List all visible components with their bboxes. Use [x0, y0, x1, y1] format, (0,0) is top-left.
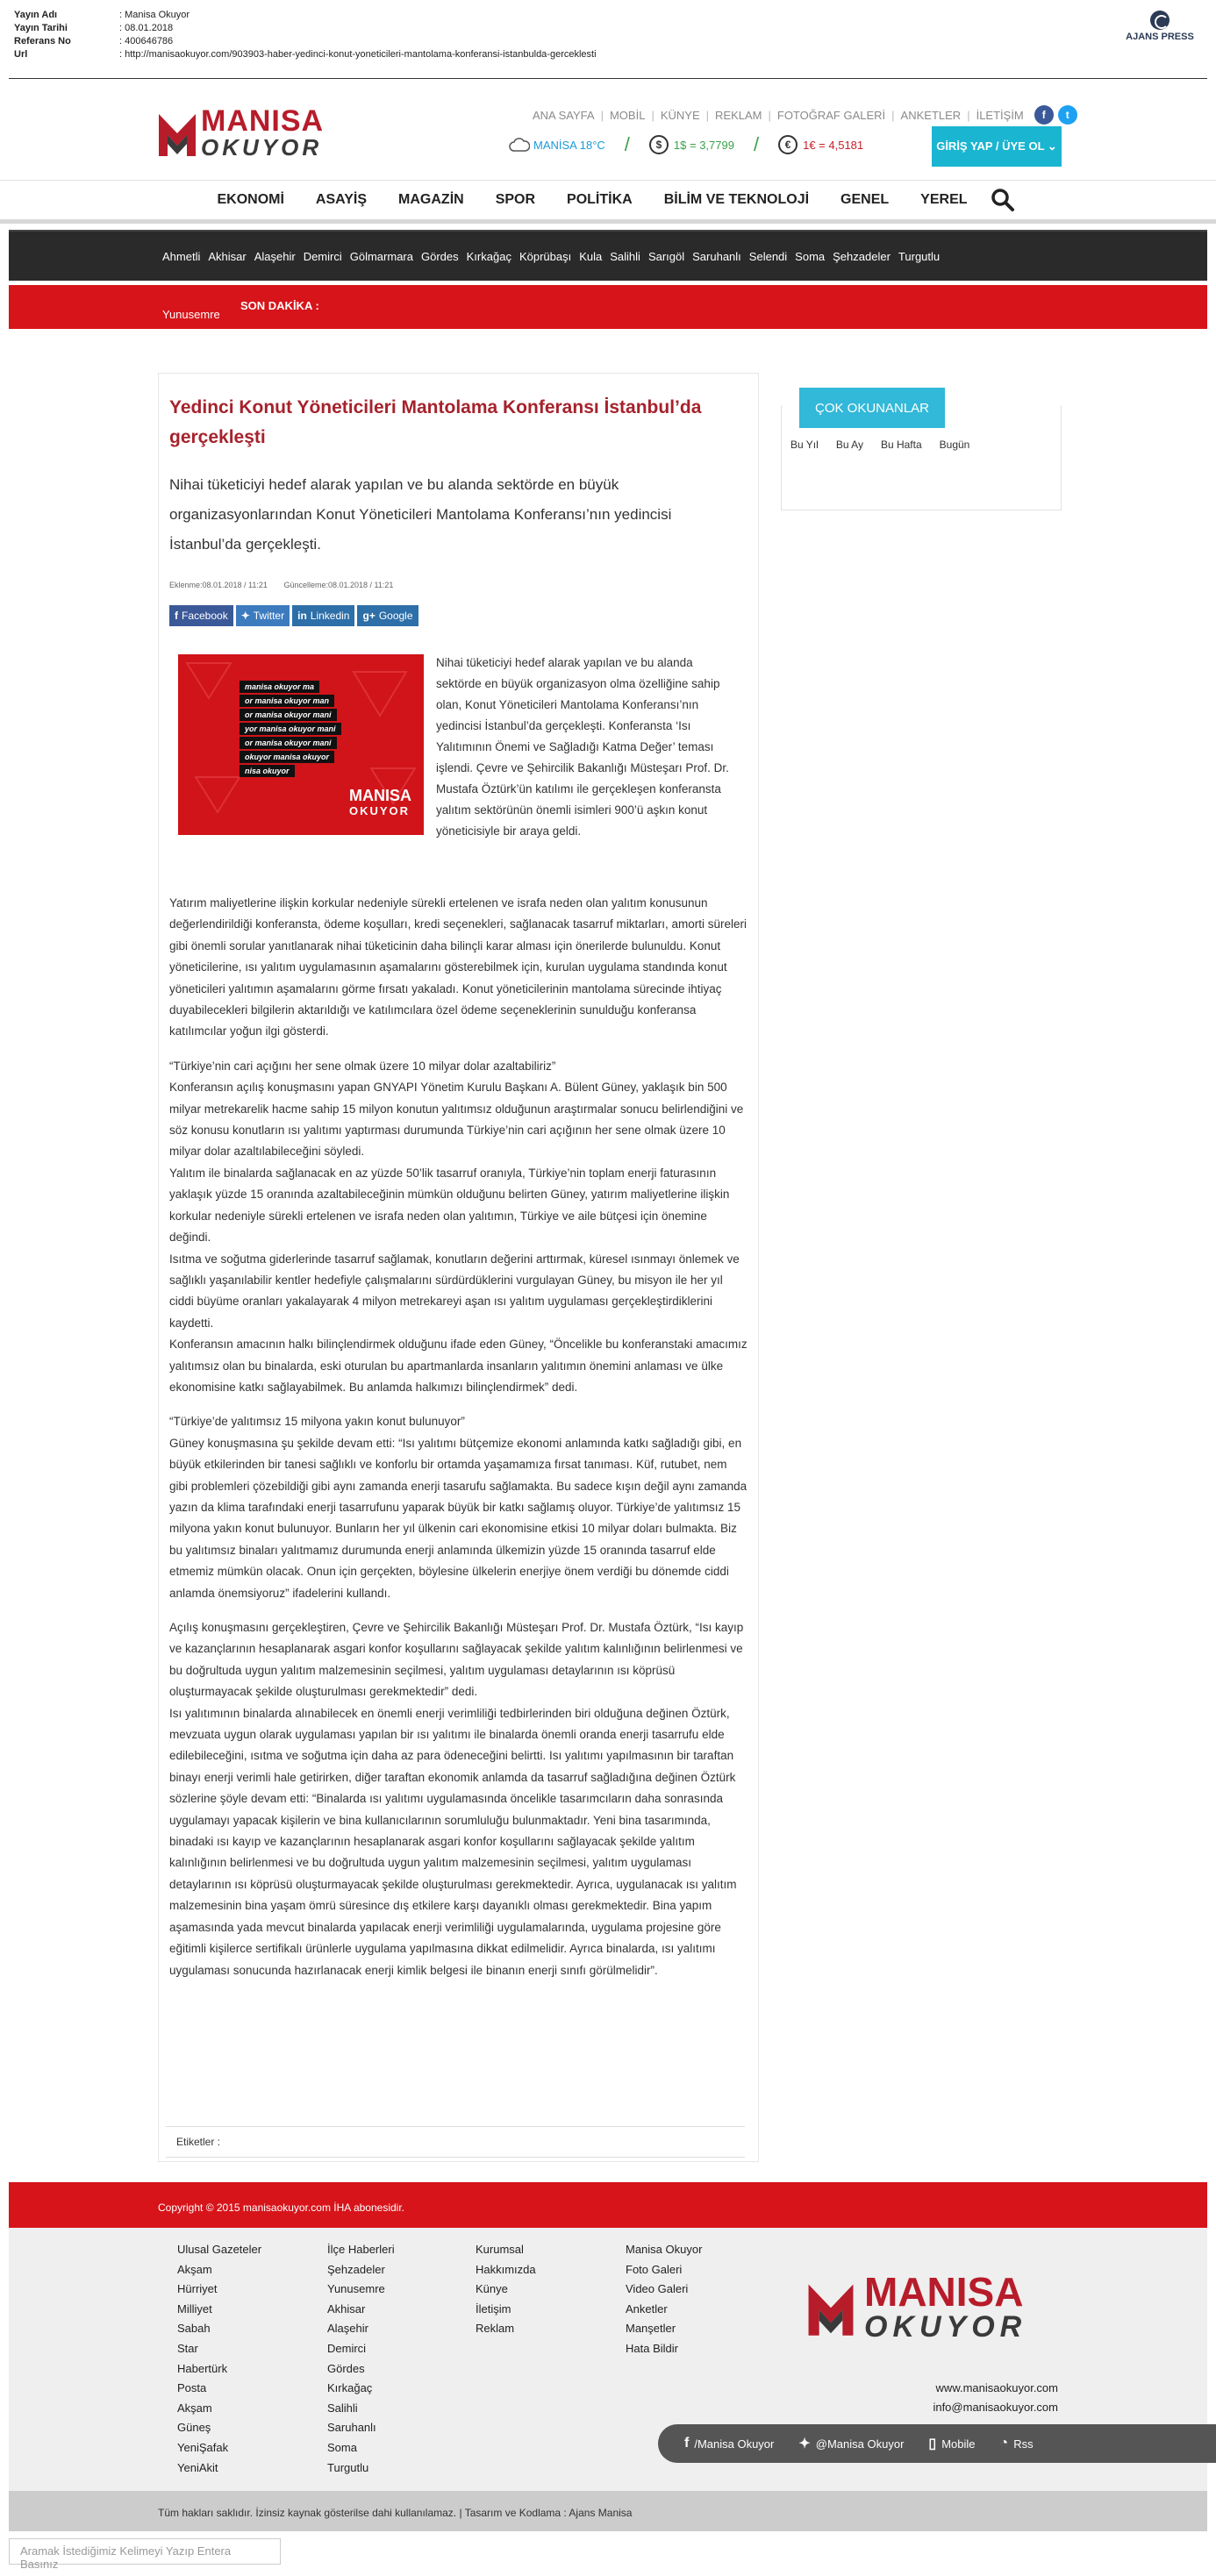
logo-m-icon — [803, 2272, 859, 2342]
separator: | — [967, 108, 970, 122]
image-text-line: or manisa okuyor man — [240, 695, 334, 707]
top-links — [526, 105, 1077, 125]
share-google-button[interactable] — [357, 605, 418, 626]
most-read-widget — [781, 400, 1062, 510]
image-text-lines — [240, 681, 341, 779]
ajans-press-text: AJANS PRESS — [1126, 32, 1194, 42]
search-input[interactable]: Aramak İstediğimiz Kelimeyi Yazıp Entera Basınız — [9, 2538, 281, 2565]
district-link[interactable]: Alaşehir — [254, 249, 296, 263]
article-paragraph: “Türkiye’de yalıtımsız 15 milyona yakın konut bulunuyor” Güney konuşmasına şu şekilde devam etti: “Isı yalıtımı bütçemize ekonomi anlamında katkı sağladığı gibi, en büyük etkilerinden bir tanesi sağlıklı ve konforlu bir ortamda yaşamamıza fırsat tanıması. Küf, rutubet, nem gibi problemleri çözebildiği gibi aynı zamanda enerji tasarufu sağlamakta. Bu sadece kışın değil aynı zamanda yazın da klima tarafındaki enerji tasarrufunu yaparak büyük bir katkı sağlamış oluyor. Türkiye’de yalıtımsız 15 milyona yakın konut bulunuyor. Bunların her yıl ülkenin cari ekonomisine etkisi 10 milyar doları bulmakta. Biz bu yalıtımsız binaları yalıtmamız durumunda enerji anlamında ülkemizin yüzde 15 oranında tasarruf elde etmemiz mümkün olacak. Onun için gerçekten, böylesine ülkelerin enerjiye önem verdiği bu dönemde ciddi anlamda önemsiyoruz” ifadelerini kullandı. — [169, 1415, 747, 1600]
footer-link[interactable]: Salihli — [327, 2401, 358, 2415]
most-read-tabs — [790, 439, 987, 451]
social-label: /Manisa Okuyor — [694, 2437, 775, 2451]
footer-link[interactable]: Habertürk — [177, 2361, 228, 2375]
footer-link[interactable]: Künye — [476, 2282, 508, 2296]
breaking-news-label: SON DAKİKA : — [240, 299, 319, 312]
footer-link[interactable]: Foto Galeri — [626, 2262, 683, 2276]
eur-text: 1€ = 4,5181 — [803, 138, 864, 152]
article-paragraph: “Türkiye’nin cari açığını her sene olmak üzere 10 milyar dolar azaltabiliriz” Konferansın açılış konuşmasını yapan GNYAPI Yönetim Kurulu Başkanı A. Bülent Güney, yaklaşık bin 500 milyar metrekarelik hacme sahip 15 milyon konutun yalıtımsız olduğunun araştırmalar sonucu belirlendiğini ve söz konusu konutların ısı yalıtımı yaptırması durumunda Türkiye’nin cari açığının her sene olmak üzere 10 milyar dolar azaltılabileceğini söyledi. Yalıtım ile binalarda sağlanacak en az yüzde 50’lik tasarruf oranıyla, Türkiye’nin toplam enerji faturasının yaklaşık yüzde 15 oranında azaltabileceğinin mümkün olduğunu belirten Güney, yatırım maliyetlerine ilişkin korkular nedeniyle sürekli ertelenen ve israfa neden olan yalıtımın, Türkiye ve aile bütçesi için önemine değindi. Isıtma ve soğutma giderlerinde tasarruf sağlamak, konutların değerini arttırmak, küresel ısınmayı önlemek ve sağlıklı yaşanılabilir kentler hedefiyle çalışmalarını sürdürdüklerini vurgulayan Güney, bu misyon ile her yıl ciddi büyüme oranları yakalayarak 4 milyon metrekareyi aşan ısı yalıtım uygulaması gerçekleştirdiklerini kaydetti. Konferansın amacının halkı bilinçlendirmek olduğunu ifade eden Güney, “Öncelikle bu konferanstaki amacımız yalıtımsız olan bu binalarda, eski oturulan bu apartmanlarda insanların yalıtımın önemini anlaması ve ülke ekonomisine katkı sağlayabilmek. Bu anlamda halkımızı bilinçlendirmek” dedi. — [169, 1059, 747, 1394]
toplink-mobile[interactable]: MOBİL — [609, 108, 646, 122]
footer-link[interactable]: Ulusal Gazeteler — [177, 2243, 262, 2256]
logo-line1: MANISA — [201, 104, 325, 138]
share-label: Facebook — [182, 610, 228, 622]
district-link[interactable]: Kırkağaç — [466, 249, 511, 263]
footer-copyright-bar: Copyright © 2015 manisaokuyor.com İHA abonesidir. — [9, 2182, 1207, 2228]
footer-link[interactable]: Demirci — [327, 2341, 367, 2355]
dollar-icon: $ — [649, 135, 669, 154]
image-text-line: yor manisa okuyor mani — [240, 723, 341, 735]
footer-link[interactable]: Sabah — [177, 2322, 211, 2336]
footer-link[interactable]: Posta — [177, 2381, 207, 2395]
social-label: Rss — [1013, 2437, 1034, 2451]
meta-key: Referans No — [14, 36, 71, 46]
district-link[interactable]: Gördes — [421, 249, 459, 263]
share-label: Google — [378, 610, 413, 622]
district-link[interactable]: Akhisar — [208, 249, 247, 263]
article-title: Yedinci Konut Yöneticileri Mantolama Konferansı İstanbul’da gerçekleşti — [169, 397, 702, 447]
toplink-photo-gallery[interactable]: FOTOĞRAF GALERİ — [776, 108, 886, 122]
footer-logo-wordmark — [864, 2269, 1027, 2344]
meta-key: Yayın Adı — [14, 10, 58, 20]
meta-key: Url — [14, 49, 28, 60]
footer-col-districts — [327, 2240, 395, 2478]
login-register-button[interactable]: GİRİŞ YAP / ÜYE OL ⌄ — [932, 126, 1062, 167]
footer-link[interactable]: Milliyet — [177, 2301, 212, 2316]
district-link[interactable]: Demirci — [303, 249, 342, 263]
footer-legal: Tüm hakları saklıdır. İzinsiz kaynak gösterilse dahi kullanılamaz. | Tasarım ve Kodlama : Ajans Manisa — [9, 2491, 1207, 2531]
usd-text: 1$ = 3,7799 — [673, 138, 734, 152]
share-buttons — [169, 605, 421, 626]
separator: | — [651, 108, 654, 122]
social-label: Mobile — [941, 2437, 976, 2451]
nav-economy[interactable]: EKONOMİ — [217, 192, 284, 207]
footer-link[interactable]: YeniŞafak — [177, 2440, 229, 2454]
meta-value: : http://manisaokuyor.com/903903-haber-yedinci-konut-yoneticileri-mantolama-konferansi-istanbulda-gerceklesti — [119, 49, 597, 60]
meta-row — [14, 48, 597, 61]
most-read-title[interactable]: ÇOK OKUNANLAR — [799, 388, 945, 428]
main-nav — [0, 180, 1216, 224]
search-icon[interactable] — [991, 188, 1015, 212]
site-url[interactable]: www.manisaokuyor.com — [935, 2381, 1058, 2394]
article-paragraph: Açılış konuşmasını gerçekleştiren, Çevre ve Şehircilik Bakanlığı Müsteşarı Prof. Dr. Mustafa Öztürk, “Isı kayıp ve kazançlarının hesaplanarak asgari konfor koşullarını sağlayacak şekilde yalıtım kalınlığının belirlenmesi ve bu doğrultuda uygun yalıtım malzemesinin seçilmesi, yalıtım uygulaması detaylarının ısı köprüsü oluşturmayacak şekilde oluşturulması gerekmektedir” dedi. Isı yalıtımının binalarda alınabilecek en önemli enerji verimliliği tedbirlerinden biri olduğuna değinen Öztürk, mevzuata uygun olarak uygulaması yapılan bir ısı yalıtımı ile binalarda önemli oranda enerji tasarrufu elde edilebileceğini, ısıtma ve soğutma için daha az para ödeneceğini belirtti. Isı yalıtımı yapılmasının bir taraftan binayı enerji verimli hale getirirken, diğer taraftan ekonomik anlamda da tasarruf sağladığına değinen Öztürk sözlerine şöyle devam etti: “Binalarda ısı yalıtımı uygulamasında öncelikle tasarımcıların daha sonrasında uygulamayı yapacak kişilerin ve bina kullanıcılarının sorumluluğu bulunmaktadır. Yeni bina tasarımında, binadaki ısı kayıp ve kazançlarının hesaplanarak asgari konfor koşullarını sağlayacak şekilde yalıtım kalınlığının belirlenmesi ve bu doğrultuda uygun yalıtım malzemesinin seçilmesi, yalıtım uygulaması detaylarının ısı köprüsü oluşturmayacak şekilde oluşturulması gerekmektedir. Ayrıca, uygulanacak ısı yalıtım malzemesinin bina yaşam ömrü süresince dış etkilere karşı dayanıklı olması gerekmektedir. Bina yapım aşamasında yada mevcut binalarda yapılacak enerji verimliliği uygulamalarında, uygulama projesine göre eğitimli kişilerce sertifikalı ürünlerle uygulama yapılmasına dikkat edilmelidir. Ayrıca binalarda, ısı yalıtımı uygulaması sonucunda hazırlanacak enerji kimlik belgesi ile binanın enerji sınıfı görülmelidir”. — [169, 1621, 744, 1977]
article-image — [178, 654, 424, 835]
share-facebook-button[interactable] — [169, 605, 233, 626]
linkedin-icon: in — [297, 610, 307, 622]
separator: / — [624, 133, 630, 155]
weather-text: MANİSA 18°C — [533, 138, 605, 152]
image-logo-line1: MANISA — [349, 787, 411, 804]
footer-link[interactable]: Alaşehir — [327, 2322, 368, 2336]
share-label: Linkedin — [310, 610, 350, 622]
nav-magazine[interactable]: MAGAZİN — [398, 192, 464, 207]
footer-link[interactable]: Hakkımızda — [476, 2262, 536, 2276]
footer-link[interactable]: Akşam — [177, 2262, 212, 2276]
info-bar — [509, 132, 883, 158]
meta-value: : Manisa Okuyor — [119, 10, 190, 20]
footer-link[interactable]: Hürriyet — [177, 2282, 218, 2296]
footer-link[interactable]: Reklam — [476, 2322, 515, 2336]
footer-link[interactable]: Yunusemre — [327, 2282, 385, 2296]
ajans-press-logo — [1116, 11, 1204, 42]
footer-logo-line1: MANISA — [864, 2269, 1024, 2315]
tab-this-week[interactable]: Bu Hafta — [880, 439, 922, 451]
district-link[interactable]: Saruhanlı — [692, 249, 741, 263]
image-logo-line2: OKUYOR — [349, 804, 411, 817]
meta-row — [14, 22, 597, 35]
district-nav — [9, 230, 1207, 281]
logo-line2: OKUYOR — [201, 134, 323, 161]
separator: / — [753, 133, 760, 155]
image-text-line: okuyor manisa okuyor — [240, 751, 334, 763]
divider — [9, 78, 1207, 79]
weather-widget — [509, 138, 605, 152]
footer — [9, 2228, 1207, 2491]
footer-twitter-link[interactable] — [798, 2435, 904, 2452]
toplink-polls[interactable]: ANKETLER — [900, 108, 962, 122]
footer-link[interactable]: Kırkağaç — [327, 2381, 373, 2395]
footer-link[interactable]: Manisa Okuyor — [626, 2243, 703, 2256]
twitter-icon: ✦ — [240, 610, 250, 622]
image-text-line: or manisa okuyor mani — [240, 709, 337, 721]
article-lead: Nihai tüketiciyi hedef alarak yapılan ve bu alanda sektörde en büyük organizasyonlarından Konut Yöneticileri Mantolama Konferansı’nın yedincisi İstanbul’da gerçekleşti. — [169, 476, 672, 553]
footer-link[interactable]: Akşam — [177, 2401, 212, 2415]
footer-col-site — [626, 2240, 702, 2359]
district-link[interactable]: Kula — [579, 249, 603, 263]
footer-link[interactable]: Hata Bildir — [626, 2341, 678, 2355]
nav-local[interactable]: YEREL — [920, 192, 968, 207]
district-link[interactable]: Şehzadeler — [833, 249, 891, 263]
eur-rate — [778, 135, 863, 154]
footer-link[interactable]: Saruhanlı — [327, 2421, 376, 2435]
article-body — [169, 893, 748, 1994]
footer-link[interactable]: YeniAkit — [177, 2460, 218, 2474]
district-link[interactable]: Soma — [795, 249, 826, 263]
footer-col-corporate — [476, 2240, 536, 2339]
article-intro-paragraph: Nihai tüketiciyi hedef alarak yapılan ve bu alanda sektörde en büyük organizasyon olma özelliğine sahip olan, Konut Yöneticileri Mantolama Konferansı’nın yedincisi İstanbul’da gerçekleşti. Konferansta ‘Isı Yalıtımının Önemi ve Sağladığı Katma Değer’ teması işlendi. Çevre ve Şehircilik Bakanlığı Müsteşarı Prof. Dr. Mustafa Öztürk’ün katılımı ile gerçekleşen konferansta yalıtım sektörünün önemli isimleri 900’ü aşkın konut yöneticisiyle bir araya geldi. — [436, 656, 729, 838]
footer-link[interactable]: Turgutlu — [327, 2460, 369, 2474]
footer-contact — [933, 2379, 1058, 2417]
footer-rss-link[interactable] — [1000, 2436, 1034, 2451]
mobile-phone-icon: ▯ — [928, 2437, 937, 2451]
meta-row — [14, 35, 597, 48]
clipping-meta — [14, 9, 597, 61]
toplink-reklam[interactable]: REKLAM — [715, 108, 762, 122]
footer-link[interactable]: İlçe Haberleri — [327, 2243, 395, 2256]
footer-link[interactable]: Video Galeri — [626, 2282, 689, 2296]
footer-link[interactable]: Anketler — [626, 2301, 668, 2316]
image-logo — [349, 788, 411, 819]
footer-link[interactable]: İletişim — [476, 2301, 511, 2316]
breaking-news-bar — [9, 285, 1207, 329]
footer-link[interactable]: Akhisar — [327, 2301, 366, 2316]
image-text-line: nisa okuyor — [240, 765, 295, 777]
footer-link[interactable]: Şehzadeler — [327, 2262, 385, 2276]
footer-link[interactable]: Star — [177, 2341, 198, 2355]
article-paragraph: Yatırım maliyetlerine ilişkin korkular nedeniyle sürekli ertelenen ve israfa neden olan yalıtım konusunun değerlendirildiği konferansta, ödeme koşulları, kredi seçenekleri, sağlanacak tasarruf miktarları, amorti süreleri gibi önemli sorular yanıtlanarak nihai tüketicinin daha bilinçli karar alması için önerilerde bulunuldu. Konut yöneticilerine, ısı yalıtım uygulamasının aşamalarını gösterebilmek için, kurulan uygulama standında konut yöneticileri yalıtımın aşamalarını görme fırsatı yakaladı. Konut yöneticilerinin mantolama sürecinde ihtiyaç duyabilecekleri bilgilerin aktarıldığı ve katılımcılara özel ödeme seçeneklerinin sunulduğu konferansa katılımcılar yoğun ilgi gösterdi. — [169, 896, 747, 1038]
district-link[interactable]: Köprübaşı — [519, 249, 572, 263]
tab-this-month[interactable]: Bu Ay — [835, 439, 863, 451]
nav-sports[interactable]: SPOR — [495, 192, 536, 207]
facebook-icon: f — [175, 610, 178, 622]
footer-mobile-link[interactable] — [928, 2435, 975, 2452]
article — [158, 373, 759, 2162]
rss-icon: ◔ — [999, 2436, 1009, 2451]
google-plus-icon: g+ — [362, 610, 376, 622]
meta-row — [14, 9, 597, 22]
district-link[interactable]: Sarıgöl — [647, 249, 685, 263]
footer-logo[interactable] — [803, 2269, 1027, 2344]
separator: | — [891, 108, 895, 122]
meta-key: Yayın Tarihi — [14, 23, 68, 33]
nav-politics[interactable]: POLİTİKA — [567, 192, 633, 207]
footer-link[interactable]: Güneş — [177, 2421, 211, 2435]
footer-link[interactable]: Gördes — [327, 2361, 365, 2375]
share-label: Twitter — [253, 610, 285, 622]
footer-link[interactable]: Manşetler — [626, 2322, 676, 2336]
published-date: Eklenme:08.01.2018 / 11:21 — [169, 581, 268, 589]
footer-logo-line2: OKUYOR — [864, 2310, 1027, 2344]
district-link[interactable]: Selendi — [748, 249, 788, 263]
footer-link[interactable]: Soma — [327, 2440, 357, 2454]
logo-m-icon — [157, 103, 197, 161]
ajans-press-icon — [1150, 11, 1170, 30]
nav-general[interactable]: GENEL — [840, 192, 890, 207]
nav-asayis[interactable]: ASAYİŞ — [315, 192, 368, 207]
footer-social-bar — [658, 2424, 1216, 2463]
separator: | — [705, 108, 710, 122]
toplink-kunye[interactable]: KÜNYE — [660, 108, 700, 122]
facebook-icon[interactable]: f — [1034, 105, 1054, 125]
image-text-line: or manisa okuyor mani — [240, 737, 337, 749]
district-link[interactable]: Yunusemre — [162, 308, 220, 321]
euro-icon: € — [778, 135, 798, 154]
cloud-icon — [509, 138, 530, 152]
district-link[interactable]: Ahmetli — [162, 249, 201, 263]
nav-science-tech[interactable]: BİLİM VE TEKNOLOJİ — [663, 192, 810, 207]
separator: | — [600, 108, 604, 122]
facebook-icon: f — [684, 2436, 690, 2451]
separator: | — [768, 108, 771, 122]
usd-rate — [649, 135, 734, 154]
article-dates — [169, 581, 407, 589]
toplink-home[interactable]: ANA SAYFA — [533, 108, 595, 122]
share-twitter-button[interactable] — [236, 605, 290, 626]
social-label: @Manisa Okuyor — [815, 2437, 905, 2451]
share-linkedin-button[interactable] — [292, 605, 354, 626]
footer-col-national-papers — [177, 2240, 261, 2478]
site-logo[interactable] — [157, 103, 324, 161]
district-link[interactable]: Gölmarmara — [349, 249, 413, 263]
twitter-icon[interactable]: t — [1058, 105, 1077, 125]
meta-value: : 08.01.2018 — [119, 23, 174, 33]
tags-row: Etiketler : — [166, 2126, 745, 2158]
district-link[interactable]: Turgutlu — [898, 249, 941, 263]
tab-today[interactable]: Bugün — [939, 439, 970, 451]
tab-this-year[interactable]: Bu Yıl — [790, 439, 819, 451]
meta-value: : 400646786 — [119, 36, 174, 46]
twitter-icon: ✦ — [798, 2437, 811, 2451]
contact-email[interactable]: info@manisaokuyor.com — [933, 2401, 1058, 2414]
updated-date: Güncelleme:08.01.2018 / 11:21 — [283, 581, 394, 589]
toplink-contact[interactable]: İLETİŞİM — [976, 108, 1024, 122]
footer-link[interactable]: Kurumsal — [476, 2243, 524, 2256]
logo-wordmark — [201, 106, 324, 159]
image-text-line: manisa okuyor ma — [240, 681, 319, 693]
footer-facebook-link[interactable] — [684, 2436, 774, 2451]
district-link[interactable]: Salihli — [610, 249, 640, 263]
